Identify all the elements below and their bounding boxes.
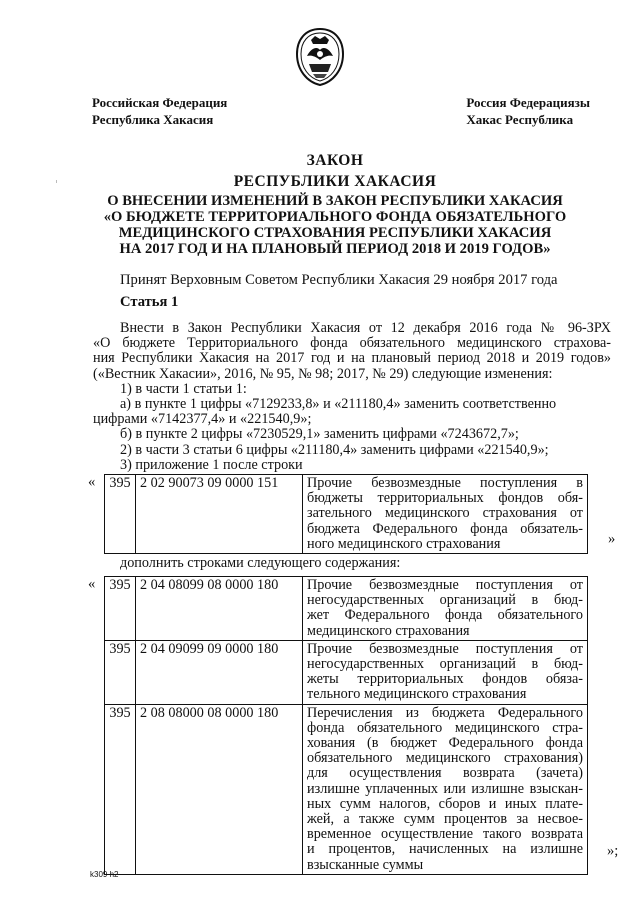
- description-line: тельного медицинского страхования: [307, 686, 527, 703]
- description-line: взысканные суммы: [307, 856, 424, 873]
- description-cell: [303, 704, 588, 874]
- description-line: и процентов, начисленных на излишне: [307, 841, 583, 858]
- budget-code-cell: 2 04 08099 08 0000 180: [136, 577, 303, 641]
- description-line: негосударственных организаций в бюд-: [307, 656, 583, 673]
- header-left-line: Республика Хакасия: [92, 112, 214, 127]
- law-title-region: РЕСПУБЛИКИ ХАКАСИЯ: [233, 173, 437, 190]
- quote-open: «: [88, 474, 96, 490]
- description-line: ных сумм налогов, сборов и иных плате-: [307, 795, 583, 812]
- table-row: [105, 640, 588, 704]
- subtitle-line: НА 2017 ГОД И НА ПЛАНОВЫЙ ПЕРИОД 2018 И 2019 ГОДОВ»: [119, 241, 551, 257]
- description-line: Прочие безвозмездные поступления в: [307, 475, 583, 491]
- description-line: негосударственных организаций в бюд-: [307, 592, 583, 609]
- budget-code-cell: 2 02 90073 09 0000 151: [136, 475, 303, 554]
- description-line: жет Федерального фонда обязательного: [307, 607, 583, 624]
- description-line: для осуществления возврата (зачета): [307, 765, 583, 782]
- header-right-line: Хакас Республика: [466, 112, 574, 127]
- intro-line: Внести в Закон Республики Хакасия от 12 декабря 2016 года № 96-ЗРХ: [120, 320, 611, 336]
- description-line: медицинского страхования: [307, 622, 470, 639]
- quote-close-semicolon: »;: [607, 843, 619, 859]
- original-row-table: [104, 474, 588, 554]
- added-rows-intro: дополнить строками следующего содержания:: [120, 555, 401, 571]
- admin-code-cell: 395: [105, 577, 136, 641]
- law-title: ЗАКОН: [306, 152, 364, 169]
- header-left: [92, 94, 227, 128]
- amendment-item: 2) в части 3 статьи 6 цифры «211180,4» заменить цифрами «221540,9»;: [120, 441, 549, 458]
- amendment-item: б) в пункте 2 цифры «7230529,1» заменить цифрами «7243672,7»;: [120, 426, 519, 443]
- description-cell: [303, 640, 588, 704]
- subtitle-line: О ВНЕСЕНИИ ИЗМЕНЕНИЙ В ЗАКОН РЕСПУБЛИКИ ХАКАСИЯ: [107, 193, 563, 209]
- adopted-date: Принят Верховным Советом Республики Хакасия 29 ноября 2017 года: [120, 272, 558, 288]
- admin-code-cell: 395: [105, 475, 136, 554]
- description-line: хования (в бюджет Федерального фонда: [307, 735, 583, 752]
- intro-line: ния Республики Хакасия на 2017 год и на плановый период 2018 и 2019 годов»: [93, 350, 611, 367]
- intro-line: «О бюджете Территориального фонда обязательного медицинского страхова-: [93, 335, 611, 352]
- description-cell: [303, 577, 588, 641]
- coat-of-arms-emblem-icon: [291, 26, 349, 88]
- admin-code-cell: 395: [105, 704, 136, 874]
- description-line: временное осуществление такого возврата: [307, 826, 583, 843]
- description-line: фонда обязательного медицинского стра-: [307, 719, 583, 736]
- scan-mark: [56, 180, 57, 183]
- amendment-item: 1) в части 1 статьи 1:: [120, 380, 247, 397]
- header-right: [466, 94, 590, 128]
- description-line: жей, а также сумм процентов за несвое-: [307, 811, 583, 828]
- description-line: зательного медицинского страхования от: [307, 505, 583, 522]
- subtitle-line: МЕДИЦИНСКОГО СТРАХОВАНИЯ РЕСПУБЛИКИ ХАКАСИЯ: [118, 225, 552, 241]
- quote-close: »: [608, 531, 616, 547]
- footer-code: k309 h2: [90, 870, 119, 879]
- description-line: жеты территориальных фондов обяза-: [307, 671, 583, 688]
- description-cell: [303, 475, 588, 554]
- budget-code-cell: 2 04 09099 09 0000 180: [136, 640, 303, 704]
- quote-open: «: [88, 576, 96, 592]
- table-row: [105, 704, 588, 874]
- description-line: Перечисления из бюджета Федерального: [307, 704, 583, 721]
- description-line: обязательного медицинского страхования): [307, 750, 583, 767]
- description-line: ного медицинского страхования: [307, 535, 501, 552]
- amendment-item: 3) приложение 1 после строки: [120, 456, 303, 473]
- header-right-line: Россия Федерациязы: [466, 95, 590, 110]
- description-line: бюджета Федерального фонда обязатель-: [307, 520, 583, 537]
- header-left-line: Российская Федерация: [92, 95, 228, 110]
- description-line: излишне уплаченных или излишне взыскан-: [307, 780, 583, 797]
- table-row: [105, 577, 588, 641]
- description-line: бюджеты территориальных фондов обя-: [307, 490, 583, 507]
- article-heading: Статья 1: [120, 294, 179, 310]
- amendment-item: цифрами «7142377,4» и «221540,9»;: [93, 411, 312, 428]
- description-line: Прочие безвозмездные поступления от: [307, 640, 583, 657]
- law-subtitle: [60, 193, 610, 257]
- new-rows-table: [104, 576, 588, 875]
- article-body: [93, 321, 611, 473]
- subtitle-line: «О БЮДЖЕТЕ ТЕРРИТОРИАЛЬНОГО ФОНДА ОБЯЗАТЕЛЬНОГО: [103, 209, 567, 225]
- admin-code-cell: 395: [105, 640, 136, 704]
- description-line: Прочие безвозмездные поступления от: [307, 577, 583, 593]
- intro-line: («Вестник Хакасии», 2016, № 95, № 98; 2017, № 29) следующие изменения:: [93, 365, 553, 382]
- budget-code-cell: 2 08 08000 08 0000 180: [136, 704, 303, 874]
- amendment-item: а) в пункте 1 цифры «7129233,8» и «211180,4» заменить соответственно: [120, 396, 557, 413]
- table-row: [105, 475, 588, 554]
